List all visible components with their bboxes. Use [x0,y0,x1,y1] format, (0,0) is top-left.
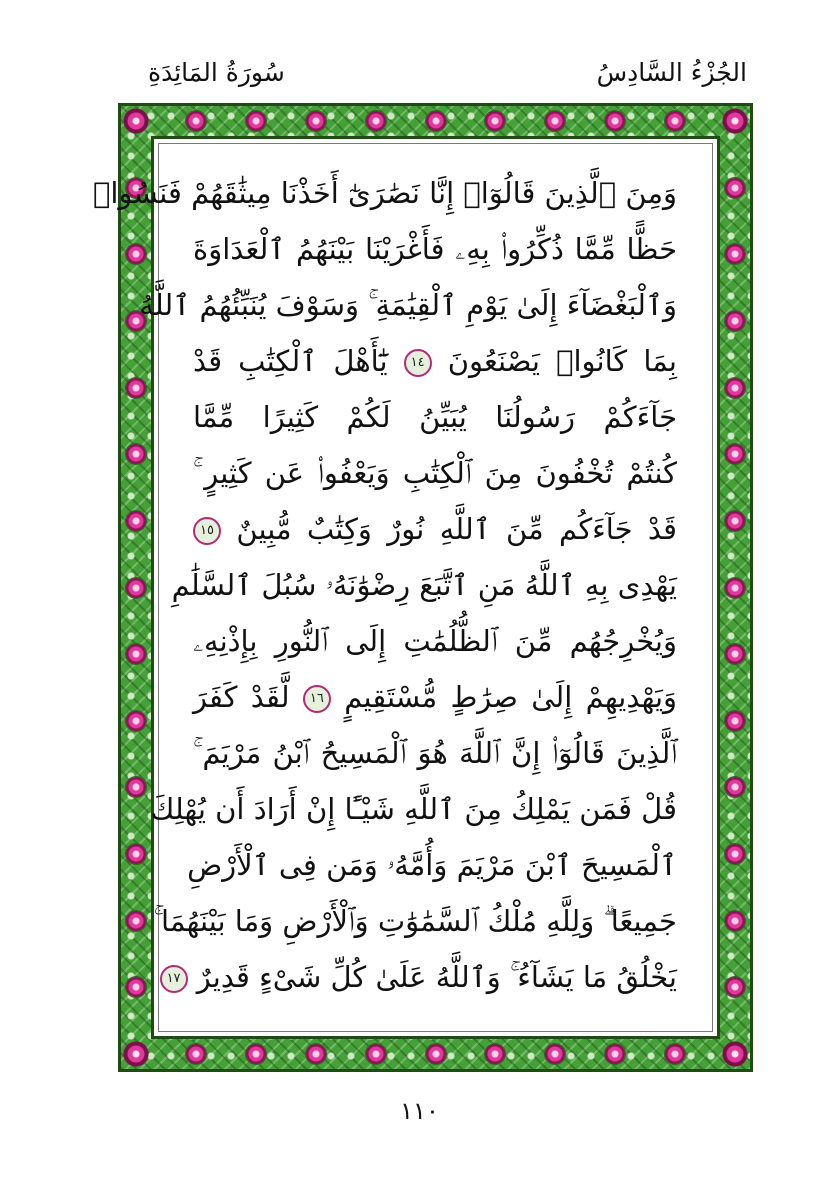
flower-icon [426,111,446,131]
verse-line-2 [193,222,677,277]
verse-text: وَٱلْبَغْضَآءَ إِلَىٰ يَوْمِ ٱلْقِيَٰمَةِ ۚ وَسَوْفَ يُنَبِّئُهُمُ ٱللَّهُ [139,288,677,322]
verse-line-14 [153,894,677,949]
flower-icon [725,911,745,931]
verse-text: جَمِيعًا ۗ وَلِلَّهِ مُلْكُ ٱلسَّمَٰوَٰتِ وَٱلْأَرْضِ وَمَا بَيْنَهُمَا ۚ [153,904,677,938]
verse-text: قَدْ جَآءَكُم مِّنَ ٱللَّهِ نُورٌ وَكِتَٰبٌ مُّبِينٌ [236,512,677,546]
verse-end-marker-icon: ١٦ [303,685,331,713]
flower-icon [126,444,146,464]
flower-icon [485,1044,505,1064]
flower-icon [126,378,146,398]
flower-icon [126,711,146,731]
flower-icon [186,1044,206,1064]
flower-icon [545,111,565,131]
flower-icon [366,1044,386,1064]
verse-end-marker-icon: ١٤ [404,349,432,377]
flower-icon [725,844,745,864]
flower-icon [126,911,146,931]
flower-icon [725,244,745,264]
verse-text: وَيَهْدِيهِمْ إِلَىٰ صِرَٰطٍ مُّسْتَقِيمٍ [344,680,678,714]
flower-icon [126,844,146,864]
corner-flower-icon [722,1041,748,1067]
verse-line-9 [193,614,677,669]
flower-icon [725,578,745,598]
flower-icon [126,977,146,997]
verse-text: وَيُخْرِجُهُم مِّنَ ٱلظُّلُمَٰتِ إِلَى ٱلنُّورِ بِإِذْنِهِۦ [193,624,677,658]
corner-flower-icon [123,1041,149,1067]
verse-line-8 [171,558,677,613]
flower-icon [126,777,146,797]
flower-icon [665,111,685,131]
surah-title: سُورَةُ المَائِدَةِ [148,58,285,87]
flower-icon [306,1044,326,1064]
verse-text: يَخْلُقُ مَا يَشَآءُ ۚ وَٱللَّهُ عَلَىٰ كُلِّ شَىْءٍ قَدِيرٌ [196,960,677,994]
verse-line-5 [193,390,677,445]
flower-icon [665,1044,685,1064]
flower-icon [126,578,146,598]
verse-text: جَآءَكُمْ رَسُولُنَا يُبَيِّنُ لَكُمْ كَثِيرًا مِّمَّا [193,400,677,434]
flower-icon [725,711,745,731]
verse-text: كُنتُمْ تُخْفُونَ مِنَ ٱلْكِتَٰبِ وَيَعْفُوا۟ عَن كَثِيرٍ ۚ [193,456,677,490]
flower-icon [725,311,745,331]
verse-line-7 [193,502,677,557]
verse-line-1 [92,166,677,221]
juz-title: الجُزْءُ السَّادِسُ [596,58,747,87]
verse-text: يَٰٓأَهْلَ ٱلْكِتَٰبِ قَدْ [193,344,388,378]
flower-icon [725,178,745,198]
verse-line-11 [193,726,677,781]
flower-icon [605,111,625,131]
verse-line-6 [193,446,677,501]
verse-text: قُلْ فَمَن يَمْلِكُ مِنَ ٱللَّهِ شَيْـًٔا إِنْ أَرَادَ أَن يُهْلِكَ [150,792,677,826]
verse-text: لَّقَدْ كَفَرَ [193,680,290,714]
flower-icon [725,378,745,398]
flower-icon [126,644,146,664]
verse-line-13 [187,838,677,893]
flower-icon [725,644,745,664]
flower-icon [725,977,745,997]
verse-line-15 [166,950,677,1005]
verse-text: وَمِنَ ٱلَّذِينَ قَالُوٓا۟ إِنَّا نَصَٰرَىٰٓ أَخَذْنَا مِيثَٰقَهُمْ فَنَسُوا۟ [92,176,677,210]
quran-text [92,166,678,1007]
flower-icon [485,111,505,131]
verse-line-10 [193,670,677,725]
flower-icon [426,1044,446,1064]
verse-text: يَهْدِى بِهِ ٱللَّهُ مَنِ ٱتَّبَعَ رِضْوَٰنَهُۥ سُبُلَ ٱلسَّلَٰمِ [171,568,677,602]
verse-text: بِمَا كَانُوا۟ يَصْنَعُونَ [447,344,677,378]
corner-flower-icon [123,108,149,134]
verse-end-marker-icon: ١٧ [160,965,188,993]
verse-text: ٱلَّذِينَ قَالُوٓا۟ إِنَّ ٱللَّهَ هُوَ ٱلْمَسِيحُ ٱبْنُ مَرْيَمَ ۚ [193,736,677,770]
verse-text: ٱلْمَسِيحَ ٱبْنَ مَرْيَمَ وَأُمَّهُۥ وَمَن فِى ٱلْأَرْضِ [187,848,677,882]
page-number: ١١٠ [400,1097,439,1125]
flower-icon [725,511,745,531]
verse-end-marker-icon: ١٥ [193,517,221,545]
flower-icon [126,511,146,531]
flower-icon [725,777,745,797]
flower-icon [126,244,146,264]
flower-icon [246,111,266,131]
flower-icon [186,111,206,131]
verse-line-3 [139,278,677,333]
flower-icon [605,1044,625,1064]
corner-flower-icon [722,108,748,134]
verse-text: حَظًّا مِّمَّا ذُكِّرُوا۟ بِهِۦ فَأَغْرَيْنَا بَيْنَهُمُ ٱلْعَدَاوَةَ [193,232,677,266]
verse-line-4 [193,334,677,389]
flower-icon [545,1044,565,1064]
verse-line-12 [150,782,677,837]
flower-icon [725,444,745,464]
flower-icon [246,1044,266,1064]
flower-icon [366,111,386,131]
flower-icon [306,111,326,131]
